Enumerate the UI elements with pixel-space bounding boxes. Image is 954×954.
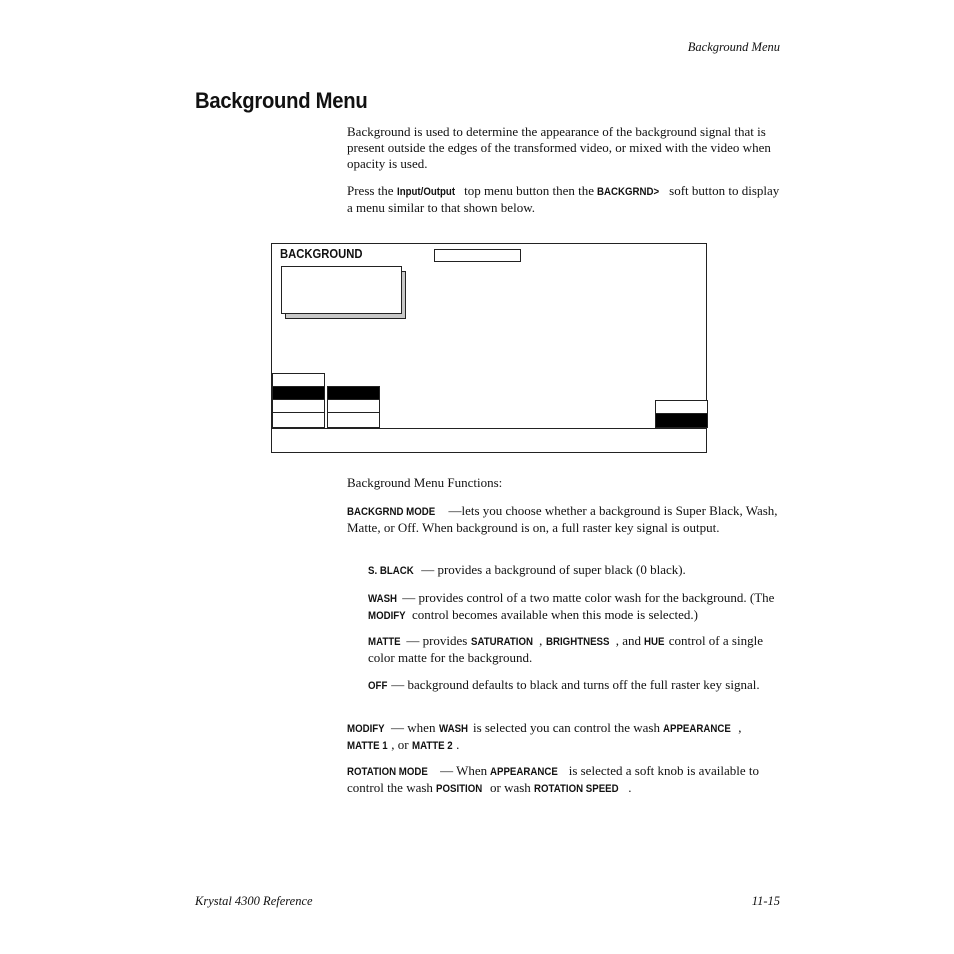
- keyword-brightness: BRIGHTNESS: [545, 636, 610, 648]
- text-run: .: [628, 780, 632, 795]
- keyword-hue: HUE: [644, 636, 665, 648]
- keyword-matte-2: MATTE 2: [411, 740, 453, 752]
- page-title: Background Menu: [195, 88, 368, 113]
- menu-panel: [281, 266, 402, 314]
- off-description: [368, 677, 783, 694]
- keyword-modify: MODIFY: [347, 723, 385, 735]
- press-instructions: [347, 183, 783, 216]
- text-run: , or: [391, 737, 412, 752]
- wash-description: [368, 590, 783, 624]
- keyword-matte: MATTE: [368, 636, 401, 648]
- soft-button[interactable]: [272, 399, 325, 413]
- soft-button[interactable]: [655, 400, 708, 414]
- functions-heading: Background Menu Functions:: [347, 475, 503, 490]
- background-menu-diagram: [271, 243, 707, 453]
- text-run: or wash: [486, 780, 535, 795]
- text-run: — provides a background of super black (0 black).: [417, 562, 686, 577]
- keyword-wash: WASH: [438, 723, 468, 735]
- text-run: ,: [738, 720, 742, 735]
- footer-document-title: Krystal 4300 Reference: [195, 894, 313, 908]
- text-run: top menu button then the: [460, 183, 598, 198]
- text-run: Press the: [347, 183, 397, 198]
- keyword-off: OFF: [368, 680, 388, 692]
- running-header: Background Menu: [687, 40, 780, 54]
- keyword-input-output: Input/Output: [396, 186, 455, 198]
- keyword-saturation: SATURATION: [470, 636, 533, 648]
- text-run: control becomes available when this mode is selected.): [408, 607, 698, 622]
- modify-description: [347, 720, 783, 754]
- keyword-backgrnd-mode: BACKGRND MODE: [347, 506, 436, 518]
- keyword-rotation-speed: ROTATION SPEED: [534, 783, 619, 795]
- keyword-modify: MODIFY: [368, 610, 406, 622]
- keyword-position: POSITION: [436, 783, 483, 795]
- text-run: soft button to display a menu similar to that shown below.: [347, 183, 780, 215]
- intro-paragraph: Background is used to determine the appearance of the background signal that is present outside the edges of the transformed video, or mixed with the video when opacity is used.: [347, 124, 771, 171]
- text-run: — When: [436, 763, 491, 778]
- soft-button[interactable]: [272, 373, 325, 387]
- text-run: is selected you can control the wash: [469, 720, 664, 735]
- keyword-sblack: S. BLACK: [368, 565, 414, 577]
- keyword-appearance: APPEARANCE: [490, 766, 559, 778]
- soft-button-selected[interactable]: [327, 386, 380, 400]
- menu-divider: [272, 428, 706, 429]
- keyword-appearance: APPEARANCE: [663, 723, 731, 735]
- text-run: — background defaults to black and turns off the full raster key signal.: [388, 677, 760, 692]
- text-run: ,: [539, 633, 546, 648]
- rotation-mode-description: [347, 763, 783, 797]
- soft-button[interactable]: [272, 412, 325, 428]
- keyword-backgrnd: BACKGRND>: [597, 186, 660, 198]
- menu-value-field: [434, 249, 521, 262]
- soft-button-selected[interactable]: [272, 386, 325, 400]
- text-run: .: [456, 737, 460, 752]
- menu-label: BACKGROUND: [280, 247, 363, 261]
- keyword-rotation-mode: ROTATION MODE: [347, 766, 428, 778]
- soft-button[interactable]: [327, 399, 380, 413]
- text-run: control of a single color matte for the background.: [368, 633, 763, 665]
- sblack-description: [368, 562, 783, 579]
- text-run: — when: [387, 720, 439, 735]
- keyword-matte-1: MATTE 1: [347, 740, 388, 752]
- footer-page-number: 11-15: [751, 894, 780, 908]
- matte-description: [368, 633, 783, 666]
- soft-button-selected[interactable]: [655, 413, 708, 428]
- text-run: is selected a soft knob is available to control the wash: [347, 763, 759, 795]
- text-run: — provides control of a two matte color wash for the background. (The: [399, 590, 775, 605]
- text-run: — provides: [403, 633, 471, 648]
- text-run: , and: [615, 633, 645, 648]
- backgrnd-mode-description: [347, 503, 783, 536]
- soft-button[interactable]: [327, 412, 380, 428]
- keyword-wash: WASH: [368, 593, 398, 605]
- text-run: —lets you choose whether a background is Super Black, Wash, Matte, or Off. When background is on, a full raster key signal is output.: [347, 503, 778, 535]
